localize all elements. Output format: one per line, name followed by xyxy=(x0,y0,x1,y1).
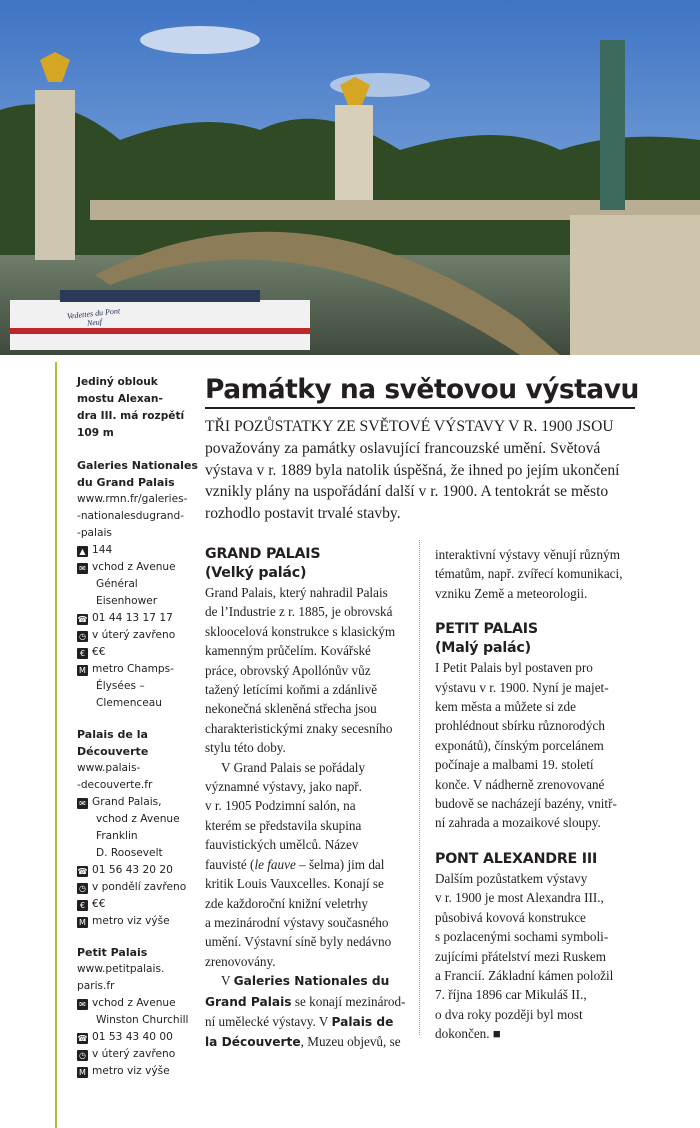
info-text: metro Champs- xyxy=(92,663,174,675)
text-segment: umění. Výstavní síně byly nedávno xyxy=(205,934,392,950)
info-row xyxy=(77,845,202,862)
phone-icon: ☎ xyxy=(77,867,88,876)
section-heading: (Velký palác) xyxy=(205,565,307,581)
phone-icon: ☎ xyxy=(77,615,88,624)
text-line xyxy=(435,869,650,888)
info-text: 01 53 43 40 00 xyxy=(92,1031,173,1043)
info-row xyxy=(77,1029,202,1046)
text-segment: ■ xyxy=(492,1026,501,1042)
intro-paragraph xyxy=(205,416,637,525)
info-text: Clemenceau xyxy=(96,697,162,709)
text-segment: s pozlacenými sochami symboli- xyxy=(435,929,609,945)
info-row xyxy=(77,1046,202,1063)
text-segment: konče. V nádherně zrenovované xyxy=(435,776,605,792)
venue-url: www.rmn.fr/galeries- xyxy=(77,493,188,505)
text-line xyxy=(205,855,420,874)
text-line xyxy=(205,992,420,1012)
text-line xyxy=(205,874,420,893)
info-text: v úterý zavřeno xyxy=(92,1048,176,1060)
text-line xyxy=(435,985,650,1004)
section-heading: (Malý palác) xyxy=(435,640,531,657)
text-segment: a mezinárodní výstavy současného xyxy=(205,914,389,930)
caption-line: Jediný oblouk xyxy=(77,376,158,388)
text-line xyxy=(205,641,420,660)
text-line xyxy=(435,775,650,794)
text-segment: se konají mezinárod- xyxy=(291,993,406,1009)
text-segment: tažený letícími koňmi a zdánlivě xyxy=(205,682,378,698)
text-line xyxy=(205,699,420,718)
caption-line: dra III. má rozpětí xyxy=(77,410,185,422)
text-segment: práce, obrovský Apollónův vůz xyxy=(205,662,371,678)
info-row xyxy=(77,828,202,845)
info-row xyxy=(77,661,202,678)
text-segment: Dalším pozůstatkem výstavy xyxy=(435,870,588,886)
text-segment: prohlédnout sbírku různorodých xyxy=(435,718,605,734)
text-segment: působivá kovová konstrukce xyxy=(435,909,586,925)
text-line xyxy=(205,952,420,971)
boat-name-lettering: Vedettes du Pont Neuf xyxy=(66,306,121,328)
text-line xyxy=(205,758,420,777)
text-segment: exponátů), čínským porcelánem xyxy=(435,737,604,753)
venue-name: du Grand Palais xyxy=(77,476,175,489)
text-line xyxy=(435,584,650,603)
text-segment: zujícími přátelství mezi Ruskem xyxy=(435,948,607,964)
text-line xyxy=(435,813,650,832)
info-text: 01 44 13 17 17 xyxy=(92,612,173,624)
text-line xyxy=(435,755,650,774)
text-line xyxy=(205,680,420,699)
bold-venue-name: la Découverte xyxy=(205,1035,301,1050)
info-text: metro viz výše xyxy=(92,1065,170,1077)
text-segment: v r. 1900 je most Alexandra III., xyxy=(435,890,604,906)
address-icon: ✉ xyxy=(77,798,88,809)
text-segment: tématům, např. zvířecí komunikaci, xyxy=(435,566,623,582)
info-row xyxy=(77,593,202,610)
info-text: vchod z Avenue xyxy=(96,813,180,825)
info-row xyxy=(77,913,202,930)
info-row xyxy=(77,644,202,661)
venue-url: -palais xyxy=(77,527,112,539)
text-segment: skloocelová konstrukce s klasickým xyxy=(205,623,396,639)
text-segment: kritik Louis Vauxcelles. Konají se xyxy=(205,876,384,892)
text-segment: nekonečná skleněná střecha jsou xyxy=(205,701,377,717)
bold-venue-name: Galeries Nationales du xyxy=(233,974,390,989)
info-row xyxy=(77,542,202,559)
info-row xyxy=(77,1063,202,1080)
text-segment: ní zahrada a mozaikové sloupy. xyxy=(435,815,601,831)
text-line xyxy=(435,678,650,697)
text-line xyxy=(435,736,650,755)
text-segment: , Muzeu objevů, se xyxy=(300,1034,401,1050)
text-segment: V Grand Palais se pořádaly xyxy=(221,759,366,775)
venue-name: Petit Palais xyxy=(77,946,148,959)
article-column-right xyxy=(435,545,650,1061)
text-line xyxy=(205,1012,420,1032)
venue-url: -decouverte.fr xyxy=(77,779,153,791)
info-row xyxy=(77,627,202,644)
text-line xyxy=(205,719,420,738)
text-line xyxy=(435,697,650,716)
text-segment: interaktivní výstavy věnují různým xyxy=(435,547,620,562)
info-text: €€ xyxy=(92,646,106,658)
text-line xyxy=(205,738,420,757)
clock-icon: ◷ xyxy=(77,631,88,642)
info-text: 01 56 43 20 20 xyxy=(92,864,173,876)
section-heading: PETIT PALAIS xyxy=(435,621,538,638)
text-line xyxy=(205,932,420,951)
venue-name: Découverte xyxy=(77,745,149,758)
text-segment: kterém se představila skupina xyxy=(205,817,362,833)
info-row xyxy=(77,576,202,593)
text-line xyxy=(435,908,650,927)
info-row xyxy=(77,695,202,712)
text-line xyxy=(205,971,420,991)
caption-line: mostu Alexan- xyxy=(77,393,163,405)
text-segment: kem města a můžete si zde xyxy=(435,699,576,715)
venue-name: Galeries Nationales xyxy=(77,459,198,472)
text-segment: 7. října 1896 car Mikuláš II., xyxy=(435,987,587,1003)
section-heading: GRAND PALAIS xyxy=(205,546,321,562)
text-segment: de l’Industrie z r. 1885, je obrovská xyxy=(205,604,393,620)
info-text: D. Roosevelt xyxy=(96,847,163,859)
info-text: Grand Palais, xyxy=(92,796,162,808)
photo-caption xyxy=(77,374,202,442)
text-segment: významné výstavy, jako např. xyxy=(205,779,362,795)
text-segment: zrenovovány. xyxy=(205,953,276,969)
info-row xyxy=(77,559,202,576)
bold-venue-name: Palais de xyxy=(331,1014,394,1029)
text-line xyxy=(205,777,420,796)
text-line xyxy=(435,927,650,946)
text-line xyxy=(205,796,420,815)
info-text: Eisenhower xyxy=(96,595,158,607)
text-line xyxy=(435,545,650,564)
text-line xyxy=(435,966,650,985)
intro-line: rozhodlo postavit trvalé stavby. xyxy=(205,505,401,523)
venue-url: paris.fr xyxy=(77,980,115,992)
info-row xyxy=(77,879,202,896)
info-row xyxy=(77,896,202,913)
text-line xyxy=(435,888,650,907)
text-line xyxy=(205,602,420,621)
intro-line: výstava v r. 1889 byla natolik úspěšná, že ihned po jejím ukončení xyxy=(205,461,620,479)
bus-icon: ▲ xyxy=(77,546,88,557)
text-line xyxy=(205,1032,420,1052)
info-text: Winston Churchill xyxy=(96,1014,189,1026)
pont-alexandre-iii-photo xyxy=(0,0,700,355)
info-row xyxy=(77,794,202,811)
intro-line: TŘI POZŮSTATKY ZE SVĚTOVÉ VÝSTAVY V R. 1900 JSOU xyxy=(205,418,614,435)
euro-icon: € xyxy=(77,648,88,659)
text-segment: I Petit Palais byl postaven pro xyxy=(435,660,593,676)
text-segment: vzniku Země a meteorologii. xyxy=(435,585,588,601)
article-column-left xyxy=(205,545,420,1070)
info-text: Élysées – xyxy=(96,680,145,692)
metro-icon: M xyxy=(77,665,88,676)
text-segment: Grand Palais, který nahradil Palais xyxy=(205,585,388,600)
italic-term: le fauve xyxy=(254,856,296,872)
info-text: 144 xyxy=(92,544,113,556)
text-segment: kamenným průčelím. Kovářské xyxy=(205,643,371,659)
article-section xyxy=(205,545,420,1053)
venue-url: www.petitpalais. xyxy=(77,963,165,975)
metro-icon: M xyxy=(77,1067,88,1078)
text-line xyxy=(435,794,650,813)
text-line xyxy=(205,894,420,913)
info-row xyxy=(77,610,202,627)
text-line xyxy=(435,1024,650,1043)
text-segment: o dva roky později byl most xyxy=(435,1006,583,1022)
venue-name: Palais de la xyxy=(77,728,148,741)
info-text: Franklin xyxy=(96,830,138,842)
info-text: v úterý zavřeno xyxy=(92,629,176,641)
accent-rule xyxy=(55,362,57,1128)
text-segment: charakteristickými znaky secesního xyxy=(205,720,393,736)
text-line xyxy=(435,564,650,583)
text-line xyxy=(435,1005,650,1024)
clock-icon: ◷ xyxy=(77,883,88,894)
text-segment: stylu této doby. xyxy=(205,740,286,756)
page-title: Památky na světovou výstavu xyxy=(205,373,635,409)
text-segment: zde každoroční knižní veletrhy xyxy=(205,895,368,911)
text-segment: ní umělecké výstavy. V xyxy=(205,1013,332,1029)
info-text: Général xyxy=(96,578,138,590)
info-row xyxy=(77,811,202,828)
info-text: v pondělí zavřeno xyxy=(92,881,187,893)
text-segment: fauvistických umělců. Název xyxy=(205,837,359,853)
info-text: vchod z Avenue xyxy=(92,561,176,573)
intro-line: vznikly plány na uspořádání další v r. 1900. A tentokrát se město xyxy=(205,483,609,501)
text-line xyxy=(435,658,650,677)
bold-venue-name: Grand Palais xyxy=(205,994,292,1009)
column-divider xyxy=(419,540,420,1035)
text-segment: počínaje a malbami 19. století xyxy=(435,757,594,773)
text-segment: budově se nacházejí bazény, vnitř- xyxy=(435,796,617,812)
section-heading: PONT ALEXANDRE III xyxy=(435,850,598,867)
venue-info-block xyxy=(77,726,202,930)
info-row xyxy=(77,1012,202,1029)
caption-line: 109 m xyxy=(77,427,114,439)
info-row xyxy=(77,995,202,1012)
text-line xyxy=(205,622,420,641)
phone-icon: ☎ xyxy=(77,1034,88,1043)
text-segment: dokončen. xyxy=(435,1026,493,1042)
euro-icon: € xyxy=(77,900,88,911)
address-icon: ✉ xyxy=(77,563,88,574)
info-text: €€ xyxy=(92,898,106,910)
text-line xyxy=(435,716,650,735)
venue-info-block xyxy=(77,944,202,1080)
text-segment: V xyxy=(221,973,234,989)
info-text: metro viz výše xyxy=(92,915,170,927)
info-text: vchod z Avenue xyxy=(92,997,176,1009)
info-sidebar xyxy=(77,374,202,1094)
text-segment: a Francií. Základní kámen položil xyxy=(435,967,614,983)
venue-url: www.palais- xyxy=(77,762,141,774)
clock-icon: ◷ xyxy=(77,1050,88,1061)
info-row xyxy=(77,862,202,879)
text-segment: – šelma) jim dal xyxy=(295,856,385,872)
intro-line: považovány za památky oslavující francouzské umění. Světová xyxy=(205,439,601,457)
text-segment: v r. 1905 Podzimní salón, na xyxy=(205,798,356,814)
text-line xyxy=(435,947,650,966)
address-icon: ✉ xyxy=(77,999,88,1010)
text-segment: fauvisté ( xyxy=(205,856,255,872)
text-line xyxy=(205,913,420,932)
text-line xyxy=(205,583,420,602)
text-line xyxy=(205,816,420,835)
metro-icon: M xyxy=(77,917,88,928)
venue-url: -nationalesdugrand- xyxy=(77,510,185,522)
article-section xyxy=(435,620,650,833)
text-line xyxy=(205,661,420,680)
info-row xyxy=(77,678,202,695)
venue-info-block xyxy=(77,457,202,712)
text-segment: výstavu v r. 1900. Nyní je majet- xyxy=(435,679,609,695)
text-line xyxy=(205,835,420,854)
article-section xyxy=(435,850,650,1044)
article-section xyxy=(435,545,650,603)
